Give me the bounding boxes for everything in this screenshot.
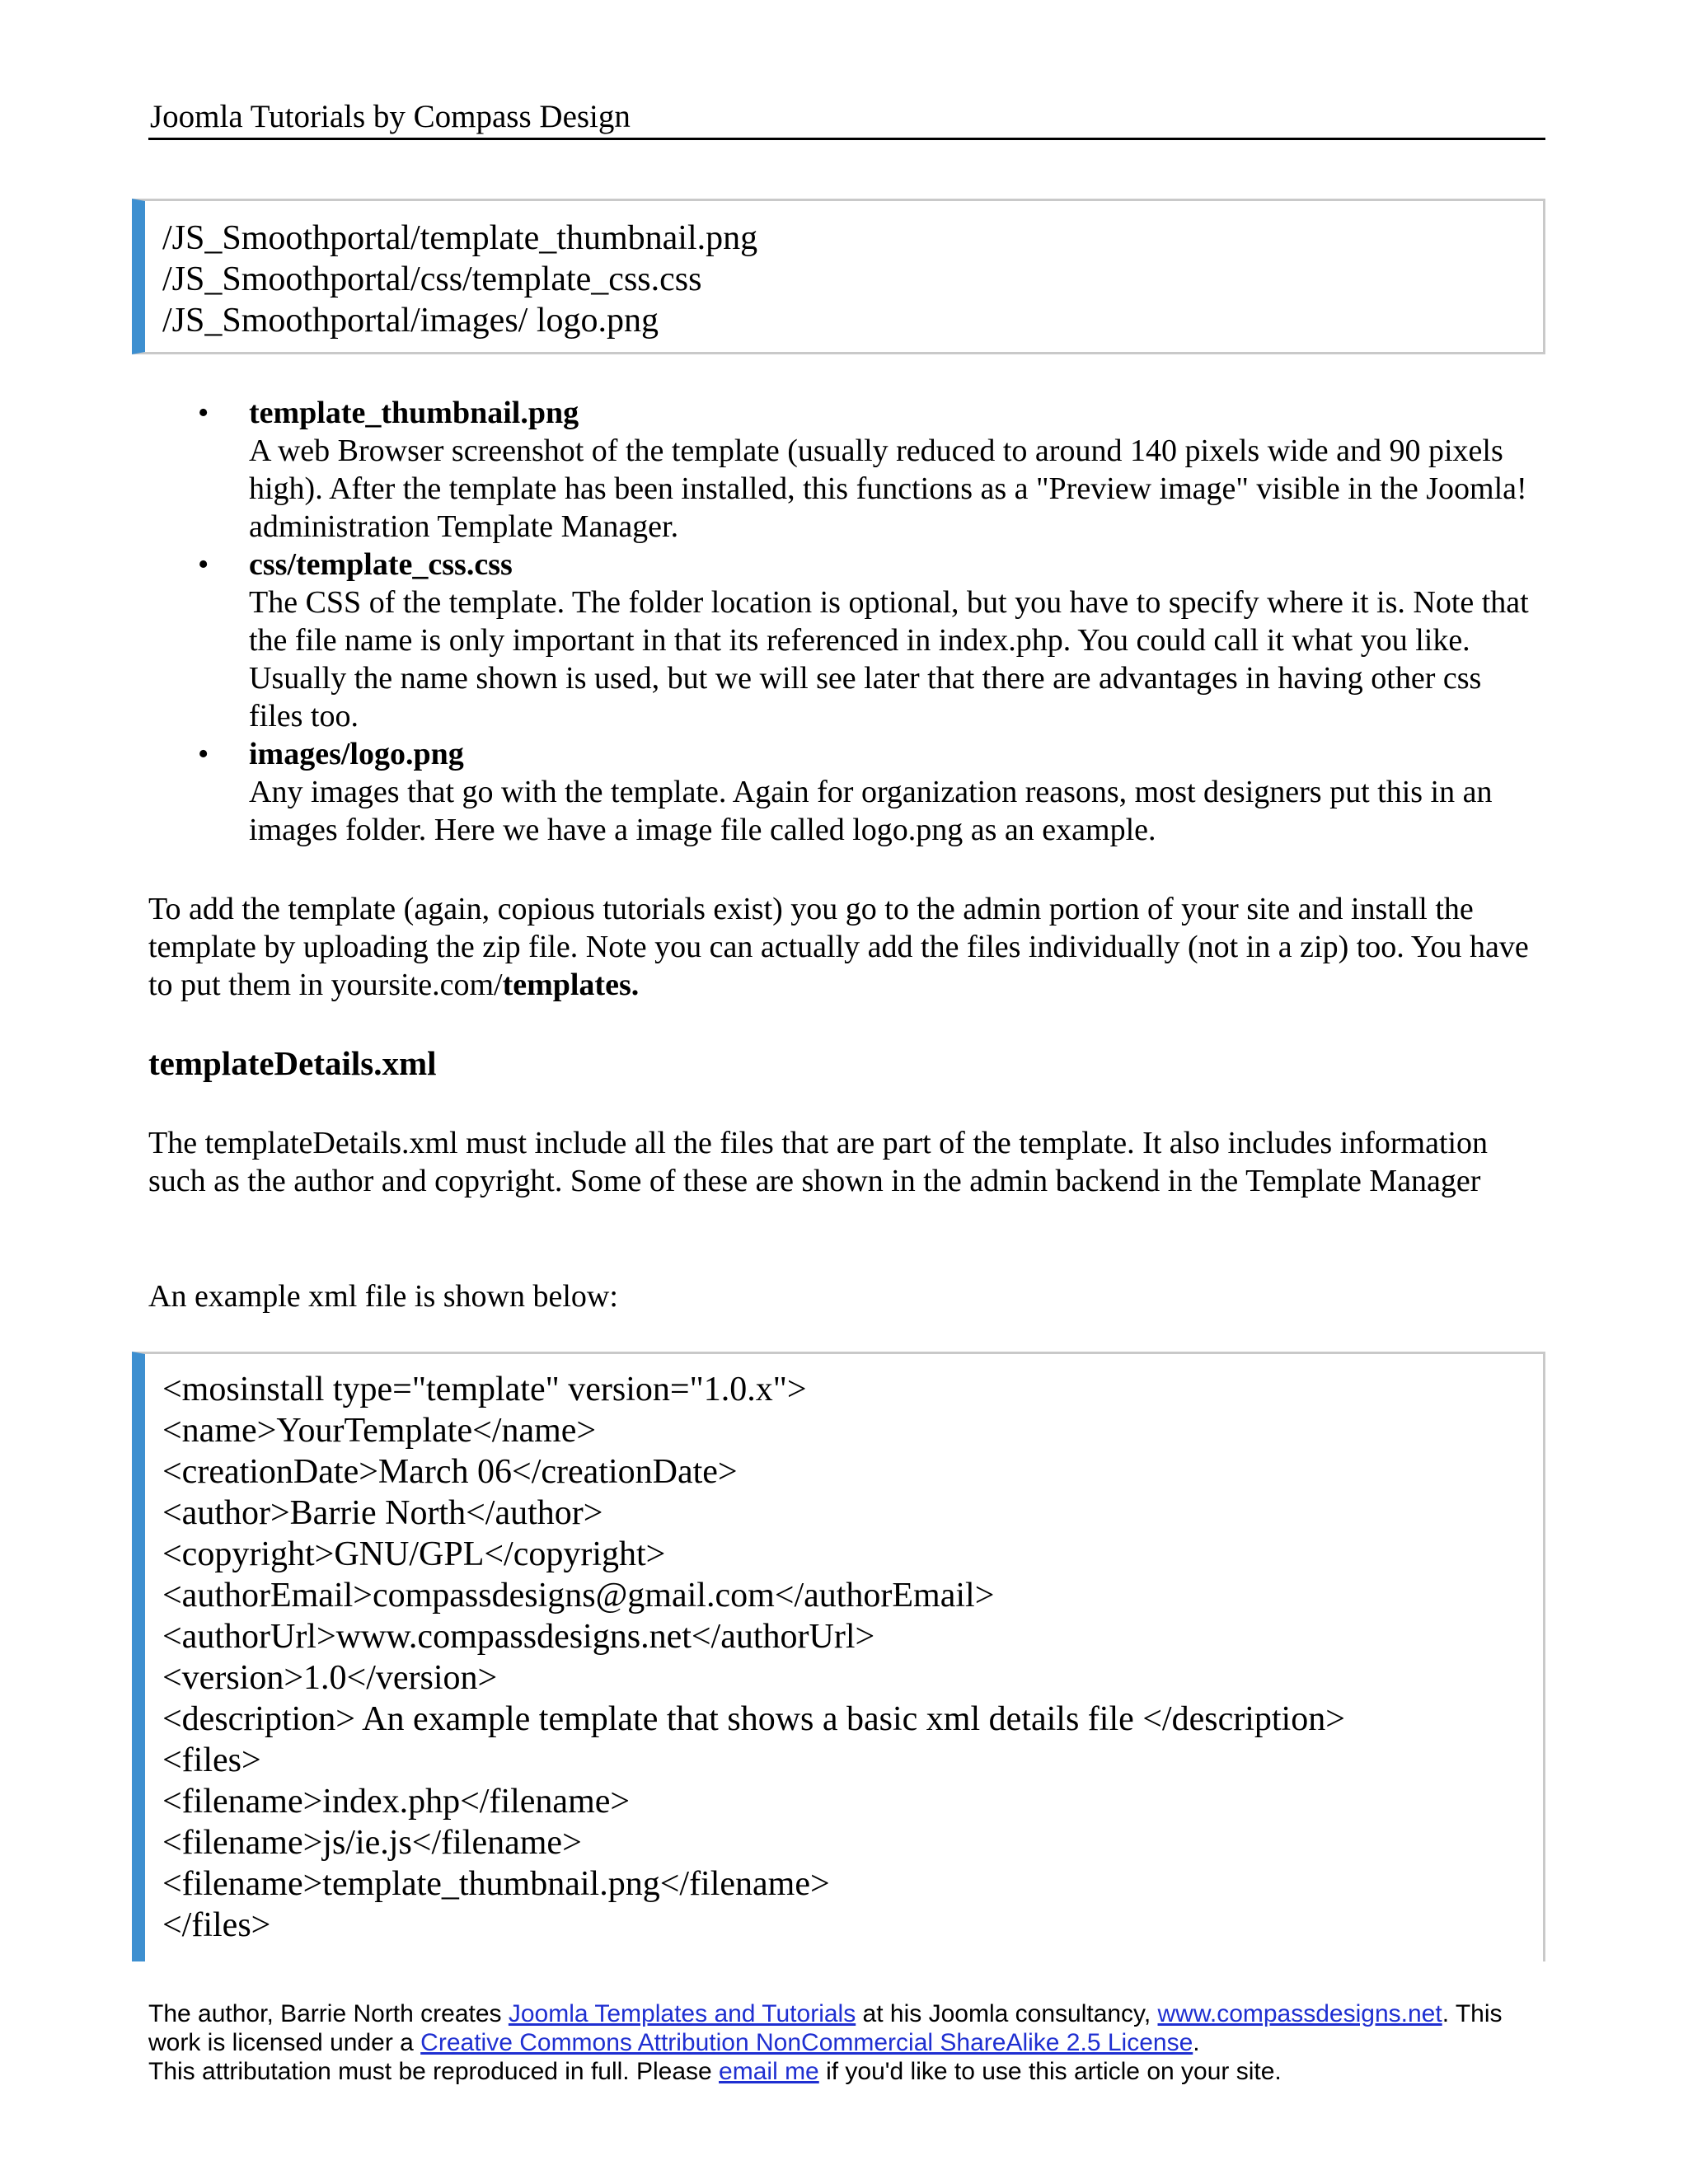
code-line: <files> bbox=[162, 1741, 261, 1779]
install-paragraph-bold: templates. bbox=[502, 968, 640, 1002]
file-description-list bbox=[198, 394, 1533, 849]
code-line: <authorUrl>www.compassdesigns.net</authorUrl> bbox=[162, 1618, 875, 1656]
list-item-description: Any images that go with the template. Again for organization reasons, most designers put this in an images folder. Here we have a image file called logo.png as an example. bbox=[249, 775, 1493, 847]
footer-text: This attributation must be reproduced in full. Please bbox=[148, 2058, 720, 2085]
code-line: <name>YourTemplate</name> bbox=[162, 1412, 597, 1450]
code-line: <filename>template_thumbnail.png</filename> bbox=[162, 1865, 830, 1903]
file-path-code-block bbox=[132, 199, 1545, 354]
list-item bbox=[198, 394, 1533, 546]
footer-text: at his Joomla consultancy, bbox=[856, 2000, 1158, 2027]
list-item bbox=[198, 735, 1533, 849]
bullet-icon: • bbox=[198, 396, 209, 430]
list-item bbox=[198, 546, 1533, 735]
code-line: <author>Barrie North</author> bbox=[162, 1494, 603, 1532]
footer-text: . This work is licensed under a bbox=[148, 2000, 1503, 2056]
code-line: <filename>index.php</filename> bbox=[162, 1783, 631, 1821]
install-paragraph-text: To add the template (again, copious tutorials exist) you go to the admin portion of your site and install the template by uploading the zip file. Note you can actually add the files individually (not in a zip) too. You have to put them in yoursite.com/ bbox=[148, 892, 1529, 1002]
footer-text: if you'd like to use this article on your site. bbox=[818, 2058, 1282, 2085]
bullet-icon: • bbox=[198, 547, 209, 582]
license-footer bbox=[148, 1999, 1550, 2086]
page-header bbox=[148, 96, 1545, 140]
code-line: /JS_Smoothportal/images/ logo.png bbox=[162, 302, 659, 340]
header-title: Joomla Tutorials by Compass Design bbox=[150, 99, 631, 134]
code-line: </files> bbox=[162, 1906, 271, 1944]
code-line: <description> An example template that shows a basic xml details file </description> bbox=[162, 1700, 1345, 1738]
list-item-title: images/logo.png bbox=[249, 737, 464, 771]
list-item-description: The CSS of the template. The folder location is optional, but you have to specify where it is. Note that the file name is only important in that its referenced in index.php. You could call it what you like. Usually the name shown is used, but we will see later that there are advantages in having other css files too. bbox=[249, 585, 1529, 733]
list-item-description: A web Browser screenshot of the template (usually reduced to around 140 pixels wide and 90 pixels high). After the template has been installed, this functions as a "Preview image" visible in the Joomla! administration Template Manager. bbox=[249, 434, 1527, 544]
bullet-icon: • bbox=[198, 737, 209, 771]
xml-code-block bbox=[132, 1352, 1545, 1961]
code-line: <version>1.0</version> bbox=[162, 1659, 498, 1697]
email-me-link[interactable]: email me bbox=[719, 2058, 819, 2085]
list-item-title: css/template_css.css bbox=[249, 547, 513, 582]
section-heading: templateDetails.xml bbox=[148, 1044, 437, 1082]
code-line: /JS_Smoothportal/css/template_css.css bbox=[162, 260, 702, 298]
code-line: /JS_Smoothportal/template_thumbnail.png bbox=[162, 219, 758, 257]
code-line: <creationDate>March 06</creationDate> bbox=[162, 1453, 738, 1491]
list-item-title: template_thumbnail.png bbox=[249, 396, 579, 430]
example-intro-paragraph: An example xml file is shown below: bbox=[148, 1279, 618, 1314]
footer-text: The author, Barrie North creates bbox=[148, 2000, 509, 2027]
details-paragraph: The templateDetails.xml must include all the files that are part of the template. It also includes information such as the author and copyright. Some of these are shown in the admin backend in the Template Manager bbox=[148, 1126, 1489, 1198]
code-line: <mosinstall type="template" version="1.0.x"> bbox=[162, 1371, 807, 1408]
code-line: <authorEmail>compassdesigns@gmail.com</authorEmail> bbox=[162, 1577, 995, 1615]
creative-commons-license-link[interactable]: Creative Commons Attribution NonCommercial ShareAlike 2.5 License bbox=[420, 2029, 1193, 2056]
code-line: <copyright>GNU/GPL</copyright> bbox=[162, 1535, 666, 1573]
footer-text: . bbox=[1193, 2029, 1200, 2056]
install-paragraph bbox=[148, 890, 1550, 1004]
joomla-templates-link[interactable]: Joomla Templates and Tutorials bbox=[508, 2000, 856, 2027]
code-line: <filename>js/ie.js</filename> bbox=[162, 1824, 582, 1862]
compassdesigns-link[interactable]: www.compassdesigns.net bbox=[1157, 2000, 1442, 2027]
